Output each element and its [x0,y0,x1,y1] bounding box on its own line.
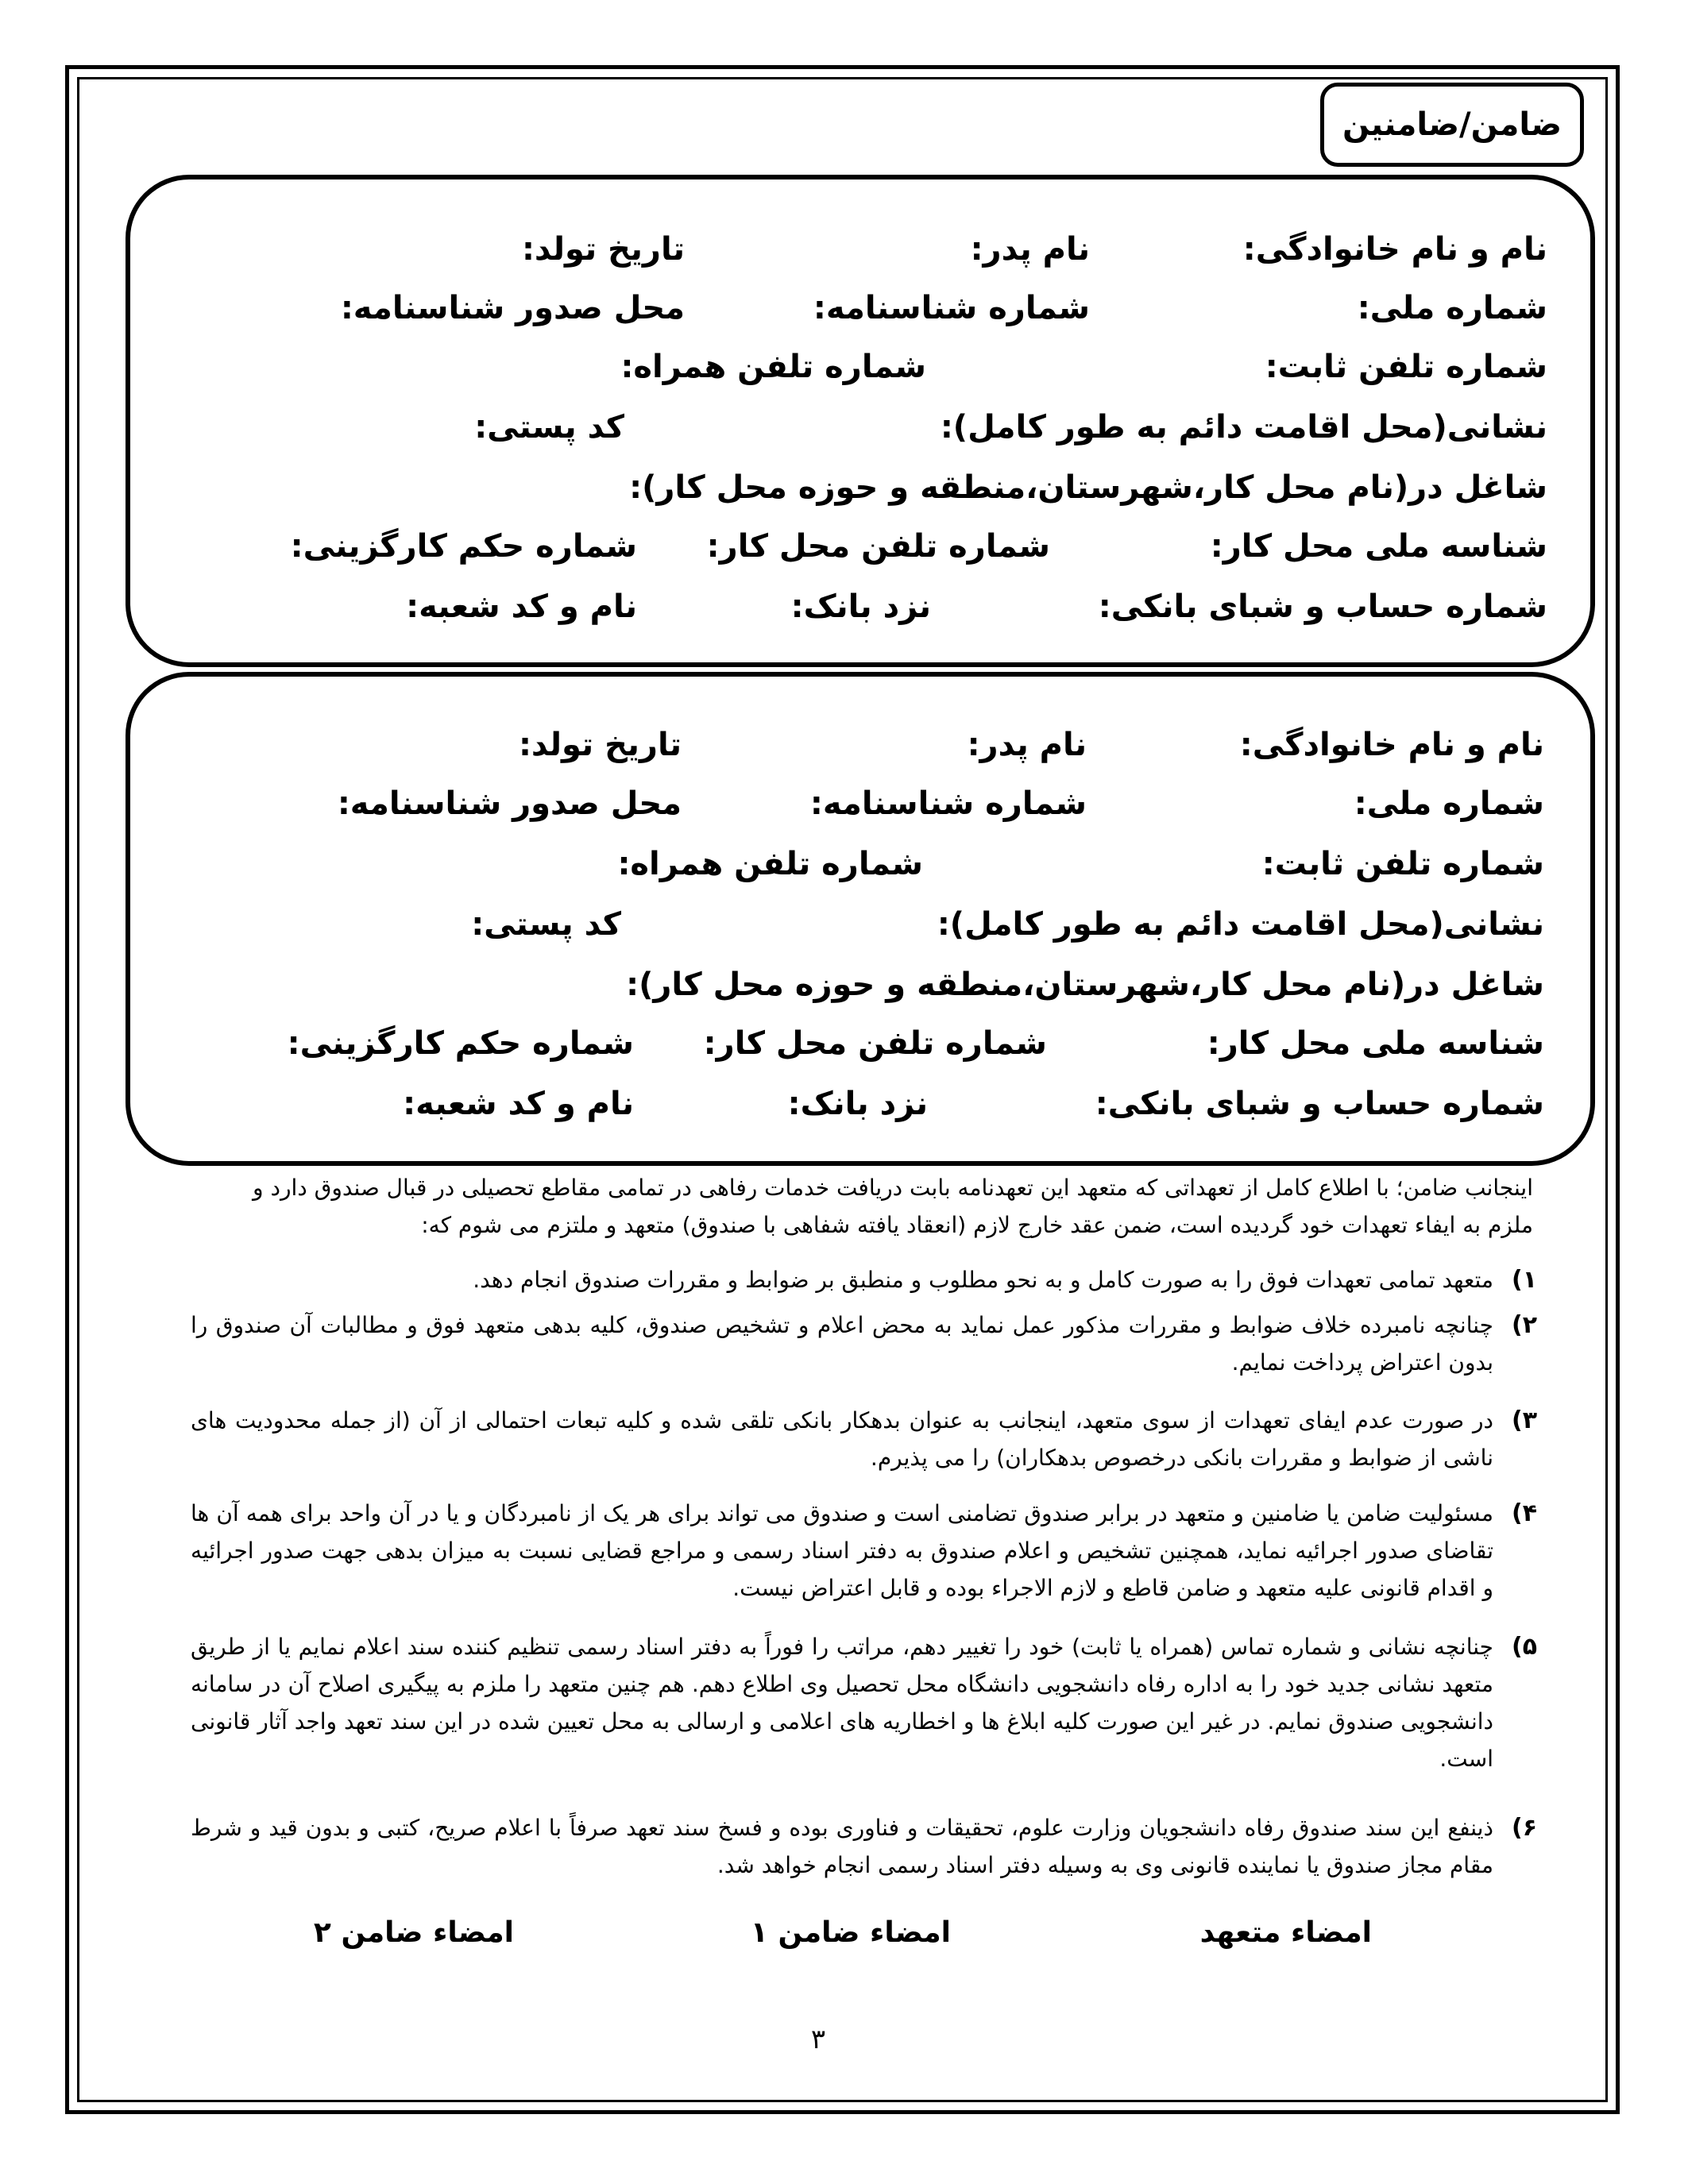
employment-order-label: شماره حکم کارگزینی: [290,528,637,565]
national-code-label: شماره ملی: [1357,290,1547,326]
id-number-label: شماره شناسنامه: [813,290,1090,326]
bank-account-label: شماره حساب و شبای بانکی: [1098,588,1547,625]
id-number-label: شماره شناسنامه: [809,785,1087,822]
mobile-label: شماره تلفن همراه: [620,349,926,385]
landline-label: شماره تلفن ثابت: [1261,846,1544,882]
father-name-label: نام پدر: [970,231,1090,268]
bank-name-label: نزد بانک: [790,588,931,625]
item-text: مسئولیت ضامن یا ضامنین و متعهد در برابر صندوق تضامنی است و صندوق می تواند برای هر یک از نامبردگان و یا در آن واحد برای همه آن ها تقاضای صدور اجرائیه نماید، همچنین تشخیص و اعلام صندوق به دفتر اسناد رسمی و مراجع قضایی نسبت به میزان بدهی جهت صدور اجرائیه و اقدام قانونی علیه متعهد و ضامن قاطع و لازم الاجراء بوده و قابل اعتراض نیست. [191,1500,1493,1601]
item-number: ۶) [1511,1814,1537,1842]
guarantor-form-2 [126,672,1595,1166]
landline-label: شماره تلفن ثابت: [1265,349,1547,385]
intro-line-1: اینجانب ضامن؛ با اطلاع کامل از تعهداتی که متعهد این تعهدنامه بابت دریافت خدمات رفاهی در تمامی مقاطع تحصیلی در قبال صندوق دارد و [253,1175,1533,1201]
bank-account-label: شماره حساب و شبای بانکی: [1095,1086,1544,1122]
full-name-label: نام و نام خانوادگی: [1239,727,1544,763]
obligor-signature-label: امضاء متعهد [1199,1916,1372,1949]
mobile-label: شماره تلفن همراه: [617,846,923,882]
item-text: چنانچه نامبرده خلاف ضوابط و مقررات مذکور عمل نماید به محض اعلام و تشخیص صندوق، کلیه بدهی متعهد فوق و مطالبات آن صندوق را بدون اعتراض پرداخت نمایم. [191,1312,1493,1376]
item-number: ۱) [1511,1266,1537,1294]
branch-label: نام و کد شعبه: [406,588,637,625]
item-text: ذینفع این سند صندوق رفاه دانشجویان وزارت علوم، تحقیقات و فناوری بوده و فسخ سند تعهد صرفاً با اعلام صریح، کتبی و بدون قید و شرط مقام مجاز صندوق یا نماینده قانونی وی به وسیله دفتر اسناد رسمی انجام خواهد شد. [191,1815,1493,1878]
item-number: ۳) [1511,1406,1537,1434]
item-text: در صورت عدم ایفای تعهدات از سوی متعهد، اینجانب به عنوان بدهکار بانکی تلقی شده و کلیه تبعات احتمالی از آن (از جمله محدودیت های ناشی از ضوابط و مقررات بانکی درخصوص بدهکاران) را می پذیرم. [191,1407,1493,1471]
bank-name-label: نزد بانک: [787,1086,928,1122]
employment-order-label: شماره حکم کارگزینی: [287,1025,634,1062]
item-number: ۵) [1511,1633,1537,1661]
branch-label: نام و کد شعبه: [403,1086,634,1122]
item-number: ۲) [1511,1311,1537,1339]
birth-date-label: تاریخ تولد: [518,727,682,763]
workplace-id-label: شناسه ملی محل کار: [1210,528,1547,565]
item-text: متعهد تمامی تعهدات فوق را به صورت کامل و به نحو مطلوب و منطبق بر ضوابط و مقررات صندوق انجام دهد. [473,1267,1493,1293]
guarantor-1-signature-label: امضاء ضامن ۱ [750,1916,951,1949]
id-issue-place-label: محل صدور شناسنامه: [337,785,682,822]
birth-date-label: تاریخ تولد: [521,231,685,268]
employment-label: شاغل در(نام محل کار،شهرستان،منطقه و حوزه محل کار): [629,469,1547,506]
intro-line-2: ملزم به ایفاء تعهدات خود گردیده است، ضمن عقد خارج لازم (انعقاد یافته شفاهی با صندوق) متعهد و ملتزم می شوم که: [421,1212,1533,1238]
guarantor-2-signature-label: امضاء ضامن ۲ [313,1916,514,1949]
address-label: نشانی(محل اقامت دائم به طور کامل): [937,906,1544,943]
full-name-label: نام و نام خانوادگی: [1242,231,1547,268]
guarantor-form-1 [126,175,1595,667]
postal-code-label: کد پستی: [474,409,624,446]
employment-label: شاغل در(نام محل کار،شهرستان،منطقه و حوزه محل کار): [626,967,1544,1003]
postal-code-label: کد پستی: [471,906,621,943]
father-name-label: نام پدر: [967,727,1087,763]
id-issue-place-label: محل صدور شناسنامه: [340,290,685,326]
workplace-phone-label: شماره تلفن محل کار: [703,1025,1047,1062]
address-label: نشانی(محل اقامت دائم به طور کامل): [940,409,1547,446]
workplace-id-label: شناسه ملی محل کار: [1207,1025,1544,1062]
section-title: ضامن/ضامنین [1320,83,1584,167]
item-number: ۴) [1511,1499,1537,1527]
item-text: چنانچه نشانی و شماره تماس (همراه یا ثابت) خود را تغییر دهم، مراتب را فوراً به دفتر اسناد رسمی تنظیم کننده سند اعلام نمایم یا از طریق متعهد نشانی جدید خود را به اداره رفاه دانشجویی دانشگاه محل تحصیل وی اطلاع دهم. هم چنین متعهد را ملزم به پیگیری اصلاح آن در سامانه دانشجویی صندوق نمایم. در غیر این صورت کلیه ابلاغ ها و اخطاریه های اعلامی و ارسالی به محل تعیین شده در این سند تعهد واجد آثار قانونی است. [191,1634,1493,1772]
workplace-phone-label: شماره تلفن محل کار: [706,528,1050,565]
page-number: ۳ [810,2024,826,2055]
national-code-label: شماره ملی: [1354,785,1544,822]
